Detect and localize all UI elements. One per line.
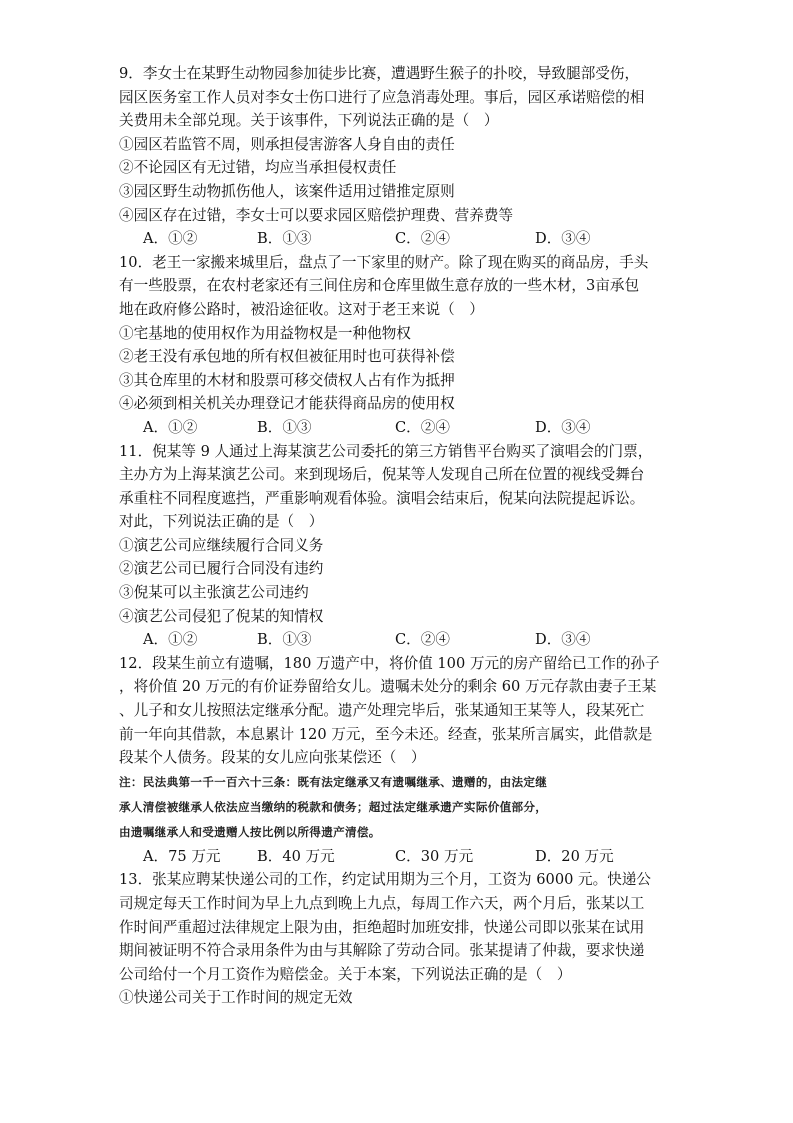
question-12 <box>119 652 679 869</box>
statement-item: ③其仓库里的木材和股票可移交债权人占有作为抵押 <box>119 371 455 389</box>
option-a: A．①② <box>143 631 198 649</box>
answer-options <box>119 845 679 869</box>
option-d: D．③④ <box>535 631 591 649</box>
question-9 <box>119 62 679 251</box>
question-stem-line: 13．张某应聘某快递公司的工作，约定试用期为三个月，工资为 6000 元。快递公 <box>119 871 651 889</box>
question-stem-line: 司规定每天工作时间为早上九点到晚上九点，每周工作六天，两个月后，张某以工 <box>119 895 645 912</box>
question-11 <box>119 440 679 652</box>
option-c: C．30 万元 <box>395 847 474 865</box>
question-stem-line: 作时间严重超过法律规定上限为由，拒绝超时加班安排，快递公司即以张某在试用 <box>119 918 645 936</box>
statement-item: ②不论园区有无过错，均应当承担侵权责任 <box>119 159 397 177</box>
option-d: D．20 万元 <box>535 847 614 865</box>
statement-item: ①演艺公司应继续履行合同义务 <box>119 536 324 554</box>
statement-item: ③倪某可以主张演艺公司违约 <box>119 584 309 602</box>
answer-options <box>119 628 679 652</box>
statement-item: ①快递公司关于工作时间的规定无效 <box>119 989 353 1007</box>
option-b: B．①③ <box>257 418 312 436</box>
question-stem-line: 承重柱不同程度遮挡，严重影响观看体验。演唱会结束后，倪某向法院提起诉讼。 <box>119 489 645 507</box>
option-d: D．③④ <box>535 230 591 248</box>
option-a: A．75 万元 <box>143 847 221 865</box>
question-stem-line: 10．老王一家搬来城里后，盘点了一下家里的财产。除了现在购买的商品房，手头 <box>119 253 649 271</box>
question-stem-line: 前一年向其借款，本息累计 120 万元，至今未还。经查，张某所言属实，此借款是 <box>119 725 653 743</box>
option-c: C．②④ <box>395 418 450 436</box>
statement-item: ①宅基地的使用权作为用益物权是一种他物权 <box>119 324 411 342</box>
option-a: A．①② <box>143 418 198 436</box>
statement-item: ③园区野生动物抓伤他人，该案件适用过错推定原则 <box>119 182 455 200</box>
question-stem-line: 地在政府修公路时，被沿途征收。这对于老王来说（ ） <box>119 300 484 318</box>
option-c: C．②④ <box>395 230 450 248</box>
question-stem-line: 对此，下列说法正确的是（ ） <box>119 513 324 531</box>
question-stem-line: 主办方为上海某演艺公司。来到现场后，倪某等人发现自己所在位置的视线受舞台 <box>119 466 645 484</box>
question-13 <box>119 868 679 1010</box>
statement-item: ②演艺公司已履行合同没有违约 <box>119 560 324 578</box>
legal-note-line: 由遗嘱继承人和受遗赠人按比例以所得遗产清偿。 <box>119 824 381 839</box>
statement-item: ④演艺公司侵犯了倪某的知情权 <box>119 607 324 625</box>
question-stem-line: 有一些股票，在农村老家还有三间住房和仓库里做生意存放的一些木材，3亩承包 <box>119 277 640 295</box>
question-stem-line: ，将价值 20 万元的有价证券留给女儿。遗嘱未处分的剩余 60 万元存款由妻子王某 <box>119 678 657 696</box>
option-a: A．①② <box>143 230 198 248</box>
question-stem-line: 9．李女士在某野生动物园参加徒步比赛，遭遇野生猴子的扑咬，导致腿部受伤， <box>119 65 640 82</box>
answer-options <box>119 227 679 251</box>
question-stem-line: 公司给付一个月工资作为赔偿金。关于本案，下列说法正确的是（ ） <box>119 965 572 983</box>
option-c: C．②④ <box>395 631 450 649</box>
question-10 <box>119 251 679 440</box>
option-b: B．①③ <box>257 230 312 248</box>
option-b: B．40 万元 <box>257 847 335 865</box>
statement-item: ④园区存在过错，李女士可以要求园区赔偿护理费、营养费等 <box>119 206 514 224</box>
question-stem-line: 段某个人债务。段某的女儿应向张某偿还（ ） <box>119 749 426 767</box>
answer-options <box>119 416 679 440</box>
option-d: D．③④ <box>535 418 591 436</box>
legal-note-line: 承人清偿被继承人依法应当缴纳的税款和债务；超过法定继承遗产实际价值部分， <box>119 799 548 814</box>
statement-item: ④必须到相关机关办理登记才能获得商品房的使用权 <box>119 395 455 413</box>
question-stem-line: 园区医务室工作人员对李女士伤口进行了应急消毒处理。事后，园区承诺赔偿的相 <box>119 88 645 106</box>
statement-item: ①园区若监管不周，则承担侵害游客人身自由的责任 <box>119 135 455 153</box>
legal-note-line: 注：民法典第一千一百六十三条：既有法定继承又有遗嘱继承、遗赠的，由法定继 <box>119 774 548 789</box>
question-stem-line: 关费用未全部兑现。关于该事件，下列说法正确的是（ ） <box>119 112 499 130</box>
question-stem-line: 11．倪某等 9 人通过上海某演艺公司委托的第三方销售平台购买了演唱会的门票， <box>119 442 653 460</box>
exam-page <box>119 62 679 1010</box>
statement-item: ②老王没有承包地的所有权但被征用时也可获得补偿 <box>119 348 455 366</box>
question-stem-line: 、儿子和女儿按照法定继承分配。遗产处理完毕后，张某通知王某等人，段某死亡 <box>119 702 645 720</box>
question-stem-line: 期间被证明不符合录用条件为由与其解除了劳动合同。张某提请了仲裁，要求快递 <box>119 942 645 960</box>
question-stem-line: 12．段某生前立有遗嘱，180 万遗产中，将价值 100 万元的房产留给已工作的孙子 <box>119 654 660 672</box>
option-b: B．①③ <box>257 631 312 649</box>
